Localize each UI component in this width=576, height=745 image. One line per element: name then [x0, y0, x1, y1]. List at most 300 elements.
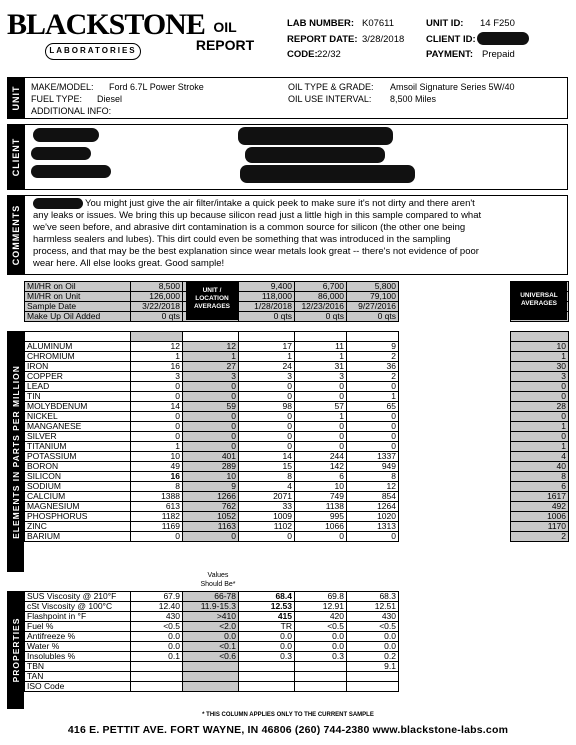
element-row [25, 382, 569, 392]
comments-section-label: COMMENTS [7, 195, 24, 275]
universal-average-value: 1006 [511, 512, 569, 522]
element-name: SILVER [25, 432, 131, 442]
should-be-value: <2.0 [183, 622, 239, 632]
previous-value-1 [239, 682, 295, 692]
lab-address: 416 E. PETTIT AVE. FORT WAYNE, IN 46806 (260) 744-2380 www.blackstone-labs.com [67, 724, 509, 736]
universal-average-value: 1 [511, 422, 569, 432]
previous-value-3: <0.5 [347, 622, 399, 632]
unit-average-value: 1266 [183, 492, 239, 502]
previous-value-2: 0 [295, 422, 347, 432]
spacer-cell [399, 502, 511, 512]
property-row [25, 682, 569, 692]
element-row [25, 502, 569, 512]
payment-label: PAYMENT: [426, 49, 473, 60]
unit-average-value: 9 [183, 482, 239, 492]
code-value: 22/32 [317, 49, 341, 60]
report-date-value: 3/28/2018 [362, 34, 405, 45]
current-value: 1169 [131, 522, 183, 532]
element-row [25, 442, 569, 452]
universal-average-value: 1617 [511, 492, 569, 502]
previous-value-1: 0 [239, 532, 295, 542]
previous-value-3: 12 [347, 482, 399, 492]
previous-value-1: 1009 [239, 512, 295, 522]
spacer-cell [399, 612, 511, 622]
oil-interval-value: 8,500 Miles [390, 94, 437, 104]
empty-cell [295, 332, 347, 342]
unit-average-value: 401 [183, 452, 239, 462]
universal-average-value: 492 [511, 502, 569, 512]
spacer-cell [399, 642, 511, 652]
current-value: 67.9 [131, 592, 183, 602]
property-row [25, 632, 569, 642]
logo-wordmark: BLACKSTONE [7, 8, 205, 41]
spacer-cell [399, 402, 511, 412]
previous-value-3: 0 [347, 412, 399, 422]
previous-value-2: 11 [295, 342, 347, 352]
spacer-cell [511, 672, 569, 682]
unit-average-value: 0 [183, 442, 239, 452]
spacer-cell [399, 312, 511, 322]
previous-value-1: 415 [239, 612, 295, 622]
current-value: 0.0 [131, 632, 183, 642]
current-value: 0 [131, 392, 183, 402]
previous-value-3: 0 [347, 442, 399, 452]
unit-average-value: 1163 [183, 522, 239, 532]
previous-value-2: 6 [295, 472, 347, 482]
comment-line-6: wear here. All else looks great. Good sample! [33, 258, 225, 269]
previous-value-2: 995 [295, 512, 347, 522]
spacer-cell [399, 362, 511, 372]
previous-value-1: 1 [239, 352, 295, 362]
element-name: BORON [25, 462, 131, 472]
row-label: Sample Date [25, 302, 131, 312]
report-title-line1: OIL [213, 19, 237, 35]
universal-average-value: 0 [511, 412, 569, 422]
property-name: TBN [25, 662, 131, 672]
previous-value-3: 65 [347, 402, 399, 412]
universal-averages-header: UNIVERSAL AVERAGES [511, 282, 567, 320]
elements-section-label: ELEMENTS IN PARTS PER MILLION [7, 331, 24, 572]
spacer-cell [399, 492, 511, 502]
client-section [24, 124, 568, 190]
previous-value-1 [239, 662, 295, 672]
element-row [25, 472, 569, 482]
current-value: 0.0 [131, 642, 183, 652]
current-value: 0 qts [131, 312, 183, 322]
client-city-redaction [31, 165, 111, 178]
current-value: 8,500 [131, 282, 183, 292]
previous-value-3: 8 [347, 472, 399, 482]
previous-value-1 [239, 672, 295, 682]
current-value [131, 662, 183, 672]
spacer-cell [511, 652, 569, 662]
unit-id-value: 14 F250 [480, 18, 515, 29]
current-value: 126,000 [131, 292, 183, 302]
property-name: Insolubles % [25, 652, 131, 662]
spacer-cell [399, 392, 511, 402]
element-name: SILICON [25, 472, 131, 482]
previous-value-1: 33 [239, 502, 295, 512]
previous-value-3: 2 [347, 352, 399, 362]
previous-value-2: 0 [295, 382, 347, 392]
previous-value-3: 0 [347, 432, 399, 442]
spacer-cell [399, 632, 511, 642]
comment-line-2: any leaks or issues. We bring this up because silicon read just a little high in this sample compared to what [33, 210, 482, 221]
previous-value-2: 0 qts [295, 312, 347, 322]
universal-average-value: 1170 [511, 522, 569, 532]
previous-value-3: 1020 [347, 512, 399, 522]
report-title-line2: REPORT [195, 37, 255, 53]
sample-info-row [25, 302, 569, 312]
universal-average-value: 1 [511, 442, 569, 452]
spacer-cell [399, 522, 511, 532]
previous-value-1: 68.4 [239, 592, 295, 602]
payment-value: Prepaid [482, 49, 515, 60]
values-should-be-header: Values Should Be* [200, 572, 236, 588]
client-address-redaction [31, 147, 91, 160]
spacer-cell [399, 482, 511, 492]
row-label: Make Up Oil Added [25, 312, 131, 322]
previous-value-2: 86,000 [295, 292, 347, 302]
previous-value-2: 6,700 [295, 282, 347, 292]
spacer-cell [399, 602, 511, 612]
current-value: 613 [131, 502, 183, 512]
previous-value-1: 12.53 [239, 602, 295, 612]
previous-value-3: 9/27/2016 [347, 302, 399, 312]
previous-value-3: 68.3 [347, 592, 399, 602]
comment-line-1: You might just give the air filter/intake a quick peek to make sure it's not dirty and there aren't [85, 198, 475, 209]
element-name: MOLYBDENUM [25, 402, 131, 412]
element-name: NICKEL [25, 412, 131, 422]
universal-average-value: 2 [511, 532, 569, 542]
spacer-cell [511, 602, 569, 612]
spacer-cell [399, 472, 511, 482]
property-row [25, 652, 569, 662]
property-name: Flashpoint in °F [25, 612, 131, 622]
universal-average-value: 28 [511, 402, 569, 412]
spacer-cell [399, 412, 511, 422]
previous-value-3: 36 [347, 362, 399, 372]
report-title [190, 18, 260, 54]
element-name: CALCIUM [25, 492, 131, 502]
empty-cell [347, 332, 399, 342]
spacer-cell [399, 292, 511, 302]
spacer-cell [399, 422, 511, 432]
element-name: TIN [25, 392, 131, 402]
comments-section [24, 195, 568, 275]
unit-average-value: 762 [183, 502, 239, 512]
element-name: POTASSIUM [25, 452, 131, 462]
previous-value-1: 1/28/2018 [239, 302, 295, 312]
element-row [25, 482, 569, 492]
unit-average-value: 1052 [183, 512, 239, 522]
previous-value-3: 1313 [347, 522, 399, 532]
previous-value-1: 2071 [239, 492, 295, 502]
property-name: Water % [25, 642, 131, 652]
footnote: * THIS COLUMN APPLIES ONLY TO THE CURRENT SAMPLE [202, 712, 374, 718]
universal-average-value: 6 [511, 482, 569, 492]
previous-value-2: 0.3 [295, 652, 347, 662]
element-name: MANGANESE [25, 422, 131, 432]
unit-averages-header: UNIT / LOCATION AVERAGES [186, 282, 238, 320]
spacer-cell [399, 352, 511, 362]
previous-value-3: 0 [347, 422, 399, 432]
current-value: 3 [131, 372, 183, 382]
universal-average-value: 1 [511, 352, 569, 362]
spacer-cell [399, 652, 511, 662]
element-row [25, 422, 569, 432]
property-name: ISO Code [25, 682, 131, 692]
previous-value-1: 14 [239, 452, 295, 462]
previous-value-3: 949 [347, 462, 399, 472]
comments-name-redaction [33, 198, 83, 209]
universal-average-value: 40 [511, 462, 569, 472]
unit-average-value: 0 [183, 392, 239, 402]
property-row [25, 592, 569, 602]
sample-info-row [25, 282, 569, 292]
spacer-cell [399, 442, 511, 452]
universal-average-value: 3 [511, 372, 569, 382]
previous-value-2: 1066 [295, 522, 347, 532]
oil-interval-label: OIL USE INTERVAL: [288, 94, 372, 104]
client-section-label: CLIENT [7, 124, 24, 190]
previous-value-3 [347, 682, 399, 692]
previous-value-1: 0 [239, 412, 295, 422]
current-value: 0.1 [131, 652, 183, 662]
additional-info-label: ADDITIONAL INFO: [31, 106, 112, 116]
spacer-cell [511, 632, 569, 642]
unit-average-value: 0 [183, 382, 239, 392]
previous-value-2 [295, 682, 347, 692]
spacer-cell [399, 532, 511, 542]
current-value: 1 [131, 352, 183, 362]
should-be-value: 11.9-15.3 [183, 602, 239, 612]
previous-value-2: <0.5 [295, 622, 347, 632]
unit-average-value: 0 [183, 422, 239, 432]
spacer-cell [399, 672, 511, 682]
property-name: SUS Viscosity @ 210°F [25, 592, 131, 602]
spacer-cell [511, 662, 569, 672]
spacer-cell [511, 622, 569, 632]
client-id-redaction [477, 32, 529, 45]
previous-value-3: 0.0 [347, 632, 399, 642]
client-name-redaction [33, 128, 99, 142]
previous-value-1: 0 [239, 392, 295, 402]
unit-average-value: 289 [183, 462, 239, 472]
current-value [131, 672, 183, 682]
property-row [25, 672, 569, 682]
should-be-value [183, 682, 239, 692]
blackstone-logo [7, 8, 205, 70]
previous-value-1: 4 [239, 482, 295, 492]
element-name: SODIUM [25, 482, 131, 492]
should-be-value: <0.1 [183, 642, 239, 652]
previous-value-2: 31 [295, 362, 347, 372]
empty-cell [399, 332, 511, 342]
universal-average-value: 0 [511, 392, 569, 402]
element-row [25, 512, 569, 522]
spacer-cell [399, 342, 511, 352]
previous-value-1: 0 [239, 432, 295, 442]
previous-value-1: 0 [239, 382, 295, 392]
property-row [25, 602, 569, 612]
element-row [25, 372, 569, 382]
previous-value-3: 2 [347, 372, 399, 382]
fuel-type-value: Diesel [97, 94, 123, 104]
previous-value-3: 0 [347, 532, 399, 542]
spacer-cell [399, 662, 511, 672]
current-value: 0 [131, 432, 183, 442]
universal-average-value: 4 [511, 452, 569, 462]
current-value: 1182 [131, 512, 183, 522]
spacer-cell [511, 612, 569, 622]
spacer-cell [399, 382, 511, 392]
unit-average-value: 0 [183, 412, 239, 422]
previous-value-2: 12.91 [295, 602, 347, 612]
element-name: LEAD [25, 382, 131, 392]
current-value: 49 [131, 462, 183, 472]
previous-value-3: 5,800 [347, 282, 399, 292]
unit-average-value: 27 [183, 362, 239, 372]
empty-cell [239, 332, 295, 342]
logo-subtitle: LABORATORIES [45, 43, 141, 60]
spacer-cell [399, 682, 511, 692]
element-row [25, 462, 569, 472]
current-value: 1 [131, 442, 183, 452]
previous-value-2: 142 [295, 462, 347, 472]
sample-info-table [24, 281, 569, 322]
element-row [25, 412, 569, 422]
element-row [25, 392, 569, 402]
comment-line-5: process, and that may be the best explanation since wear metals look great -- there's not evidence of poor [33, 246, 479, 257]
make-model-label: MAKE/MODEL: [31, 82, 94, 92]
previous-value-1: 15 [239, 462, 295, 472]
property-name: TAN [25, 672, 131, 682]
property-row [25, 642, 569, 652]
universal-average-value: 30 [511, 362, 569, 372]
spacer-cell [399, 452, 511, 462]
should-be-value: <0.6 [183, 652, 239, 662]
row-label: MI/HR on Oil [25, 282, 131, 292]
current-value: 0 [131, 382, 183, 392]
previous-value-1: 3 [239, 372, 295, 382]
previous-value-1: 17 [239, 342, 295, 352]
empty-cell [183, 332, 239, 342]
previous-value-2: 1138 [295, 502, 347, 512]
unit-section-label: UNIT [7, 77, 24, 119]
current-value: 430 [131, 612, 183, 622]
property-name: cSt Viscosity @ 100°C [25, 602, 131, 612]
current-value: 12.40 [131, 602, 183, 612]
sample-info-row [25, 292, 569, 302]
spacer-cell [399, 462, 511, 472]
current-value: 16 [131, 362, 183, 372]
previous-value-3: 9 [347, 342, 399, 352]
previous-value-1: 0.3 [239, 652, 295, 662]
oil-type-value: Amsoil Signature Series 5W/40 [390, 82, 515, 92]
previous-value-3: 12.51 [347, 602, 399, 612]
previous-value-2: 0 [295, 532, 347, 542]
should-be-value: 0.0 [183, 632, 239, 642]
previous-value-3: 79,100 [347, 292, 399, 302]
previous-value-1: 8 [239, 472, 295, 482]
unit-average-value: 0 [183, 432, 239, 442]
current-value: 14 [131, 402, 183, 412]
previous-value-2: 57 [295, 402, 347, 412]
element-name: ALUMINUM [25, 342, 131, 352]
previous-value-1: 9,400 [239, 282, 295, 292]
previous-value-3: 1 [347, 392, 399, 402]
element-name: CHROMIUM [25, 352, 131, 362]
element-name: ZINC [25, 522, 131, 532]
client-id-label: CLIENT ID: [426, 34, 476, 45]
element-row [25, 342, 569, 352]
previous-value-2: 0.0 [295, 632, 347, 642]
client-phone-redaction [245, 147, 385, 163]
lab-number-label: LAB NUMBER: [287, 18, 355, 29]
make-model-value: Ford 6.7L Power Stroke [109, 82, 204, 92]
spacer-cell [399, 282, 511, 292]
properties-section-label: PROPERTIES [7, 591, 24, 709]
current-value: 10 [131, 452, 183, 462]
previous-value-3: 0.0 [347, 642, 399, 652]
property-row [25, 622, 569, 632]
property-name: Fuel % [25, 622, 131, 632]
previous-value-1: 0 [239, 442, 295, 452]
previous-value-2: 0.0 [295, 642, 347, 652]
current-value: 0 [131, 422, 183, 432]
spacer-cell [511, 682, 569, 692]
previous-value-2 [295, 662, 347, 672]
previous-value-3: 1264 [347, 502, 399, 512]
property-row [25, 662, 569, 672]
current-value: 0 [131, 412, 183, 422]
row-label: MI/HR on Unit [25, 292, 131, 302]
previous-value-3: 0 [347, 382, 399, 392]
fuel-type-label: FUEL TYPE: [31, 94, 83, 104]
empty-cell [511, 332, 569, 342]
previous-value-2: 3 [295, 372, 347, 382]
client-contact-redaction [238, 127, 393, 145]
previous-value-2: 0 [295, 392, 347, 402]
element-row [25, 452, 569, 462]
previous-value-1: TR [239, 622, 295, 632]
current-value: 16 [131, 472, 183, 482]
elements-table [24, 331, 569, 542]
element-row [25, 532, 569, 542]
property-name: Antifreeze % [25, 632, 131, 642]
empty-cell [131, 332, 183, 342]
unit-average-value: 12 [183, 342, 239, 352]
spacer-cell [399, 622, 511, 632]
universal-average-value: 10 [511, 342, 569, 352]
universal-average-value: 0 [511, 382, 569, 392]
element-name: TITANIUM [25, 442, 131, 452]
spacer-cell [511, 642, 569, 652]
spacer-cell [399, 592, 511, 602]
spacer-cell [399, 302, 511, 312]
empty-cell [25, 332, 131, 342]
unit-average-value: 3 [183, 372, 239, 382]
previous-value-2: 69.8 [295, 592, 347, 602]
element-row [25, 352, 569, 362]
previous-value-2: 0 [295, 442, 347, 452]
previous-value-3: 9.1 [347, 662, 399, 672]
previous-value-2: 244 [295, 452, 347, 462]
unit-average-value: 59 [183, 402, 239, 412]
elements-spacer-row [25, 332, 569, 342]
element-row [25, 402, 569, 412]
